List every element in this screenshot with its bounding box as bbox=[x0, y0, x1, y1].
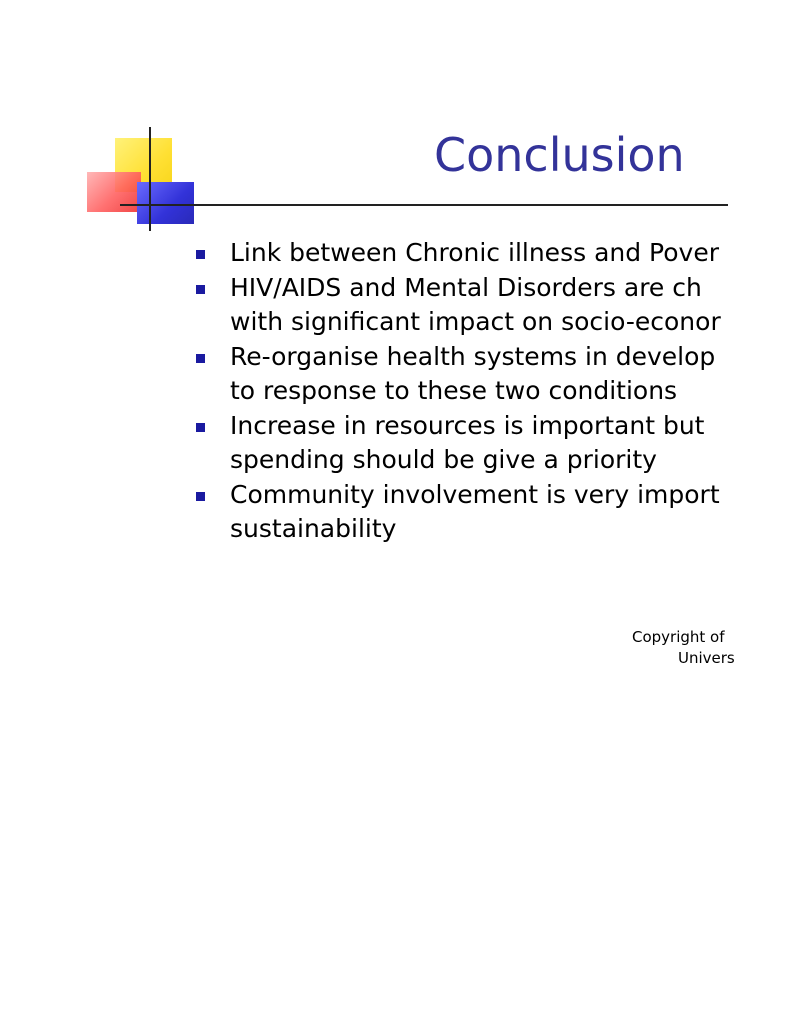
bullet-text-line: Community involvement is very import bbox=[230, 479, 720, 509]
bullet-text-line: HIV/AIDS and Mental Disorders are ch bbox=[230, 272, 702, 302]
copyright-institution-line: Univers bbox=[678, 649, 735, 667]
bullet-list bbox=[196, 236, 796, 547]
vertical-rule bbox=[149, 127, 151, 231]
bullet-text-line: Increase in resources is important but bbox=[230, 410, 705, 440]
bullet-text-line: with significant impact on socio-econor bbox=[230, 307, 721, 336]
title-underline-rule bbox=[120, 204, 728, 206]
square-bullet-icon bbox=[196, 250, 205, 259]
bullet-item bbox=[196, 271, 796, 340]
bullet-text-line: to response to these two conditions bbox=[230, 376, 678, 405]
bullet-text-line: Re-organise health systems in develop bbox=[230, 341, 716, 371]
copyright-footer bbox=[632, 627, 735, 669]
bullet-item bbox=[196, 340, 796, 409]
bullet-item bbox=[196, 236, 796, 271]
logo-red-square bbox=[87, 172, 141, 212]
square-bullet-icon bbox=[196, 492, 205, 501]
slide-title: Conclusion bbox=[434, 128, 685, 182]
square-bullet-icon bbox=[196, 285, 205, 294]
bullet-item bbox=[196, 478, 796, 547]
copyright-line: Copyright of bbox=[632, 628, 725, 646]
logo-blue-square bbox=[137, 182, 194, 224]
bullet-item bbox=[196, 409, 796, 478]
bullet-text-line: spending should be give a priority bbox=[230, 445, 657, 474]
bullet-text-line: Link between Chronic illness and Pover bbox=[230, 238, 719, 267]
square-bullet-icon bbox=[196, 423, 205, 432]
square-bullet-icon bbox=[196, 354, 205, 363]
bullet-text-line: sustainability bbox=[230, 514, 397, 543]
